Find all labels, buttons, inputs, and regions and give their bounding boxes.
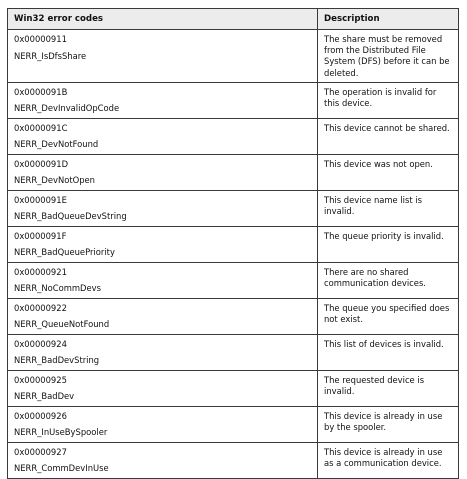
table-row [8, 30, 459, 83]
error-hex-code: 0x0000091F [14, 230, 67, 241]
error-constant-name: NERR_BadDev [14, 391, 75, 402]
error-constant-name: NERR_IsDfsShare [14, 50, 87, 61]
table-row [8, 118, 459, 154]
code-cell [8, 298, 318, 334]
error-hex-code: 0x00000926 [14, 410, 67, 421]
error-constant-name: NERR_BadQueuePriority [14, 247, 115, 258]
error-constant-name: NERR_InUseBySpooler [14, 427, 108, 438]
error-constant-name: NERR_DevInvalidOpCode [14, 103, 120, 114]
error-description: This device is already in use by the spooler. [318, 406, 459, 442]
code-cell [8, 226, 318, 262]
error-constant-name: NERR_NoCommDevs [14, 283, 101, 294]
error-constant-name: NERR_DevNotFound [14, 139, 99, 150]
error-description: The requested device is invalid. [318, 370, 459, 406]
error-description: This device was not open. [318, 154, 459, 190]
error-hex-code: 0x00000925 [14, 374, 67, 385]
error-description: The share must be removed from the Distributed File System (DFS) before it can be deleted. [318, 30, 459, 83]
table-row [8, 190, 459, 226]
table-header-row [8, 9, 459, 30]
table-row [8, 334, 459, 370]
code-cell [8, 154, 318, 190]
table-row [8, 262, 459, 298]
error-description: The queue priority is invalid. [318, 226, 459, 262]
error-description: The queue you specified does not exist. [318, 298, 459, 334]
table-row [8, 226, 459, 262]
document-page [7, 8, 458, 479]
error-description: There are no shared communication devices. [318, 262, 459, 298]
table-row [8, 370, 459, 406]
error-hex-code: 0x0000091E [14, 194, 67, 205]
code-cell [8, 406, 318, 442]
error-hex-code: 0x0000091C [14, 122, 68, 133]
error-constant-name: NERR_QueueNotFound [14, 319, 110, 330]
table-row [8, 406, 459, 442]
error-description: This device cannot be shared. [318, 118, 459, 154]
table-row [8, 442, 459, 478]
column-header-code: Win32 error codes [8, 9, 318, 30]
code-cell [8, 334, 318, 370]
error-codes-table [7, 8, 459, 479]
error-constant-name: NERR_BadDevString [14, 355, 100, 366]
code-cell [8, 190, 318, 226]
error-description: The operation is invalid for this device. [318, 82, 459, 118]
error-hex-code: 0x00000927 [14, 446, 67, 457]
error-constant-name: NERR_BadQueueDevString [14, 211, 127, 222]
code-cell [8, 262, 318, 298]
error-description: This list of devices is invalid. [318, 334, 459, 370]
table-row [8, 154, 459, 190]
error-hex-code: 0x0000091B [14, 86, 68, 97]
error-hex-code: 0x00000911 [14, 34, 67, 44]
error-hex-code: 0x00000922 [14, 302, 67, 313]
table-row [8, 82, 459, 118]
code-cell [8, 370, 318, 406]
error-constant-name: NERR_DevNotOpen [14, 175, 95, 186]
code-cell [8, 30, 318, 83]
error-hex-code: 0x00000921 [14, 266, 67, 277]
code-cell [8, 82, 318, 118]
error-description: This device is already in use as a communication device. [318, 442, 459, 478]
error-hex-code: 0x0000091D [14, 158, 69, 169]
error-description: This device name list is invalid. [318, 190, 459, 226]
code-cell [8, 118, 318, 154]
error-hex-code: 0x00000924 [14, 338, 67, 349]
error-constant-name: NERR_CommDevInUse [14, 463, 109, 474]
code-cell [8, 442, 318, 478]
table-row [8, 298, 459, 334]
column-header-description: Description [318, 9, 459, 30]
